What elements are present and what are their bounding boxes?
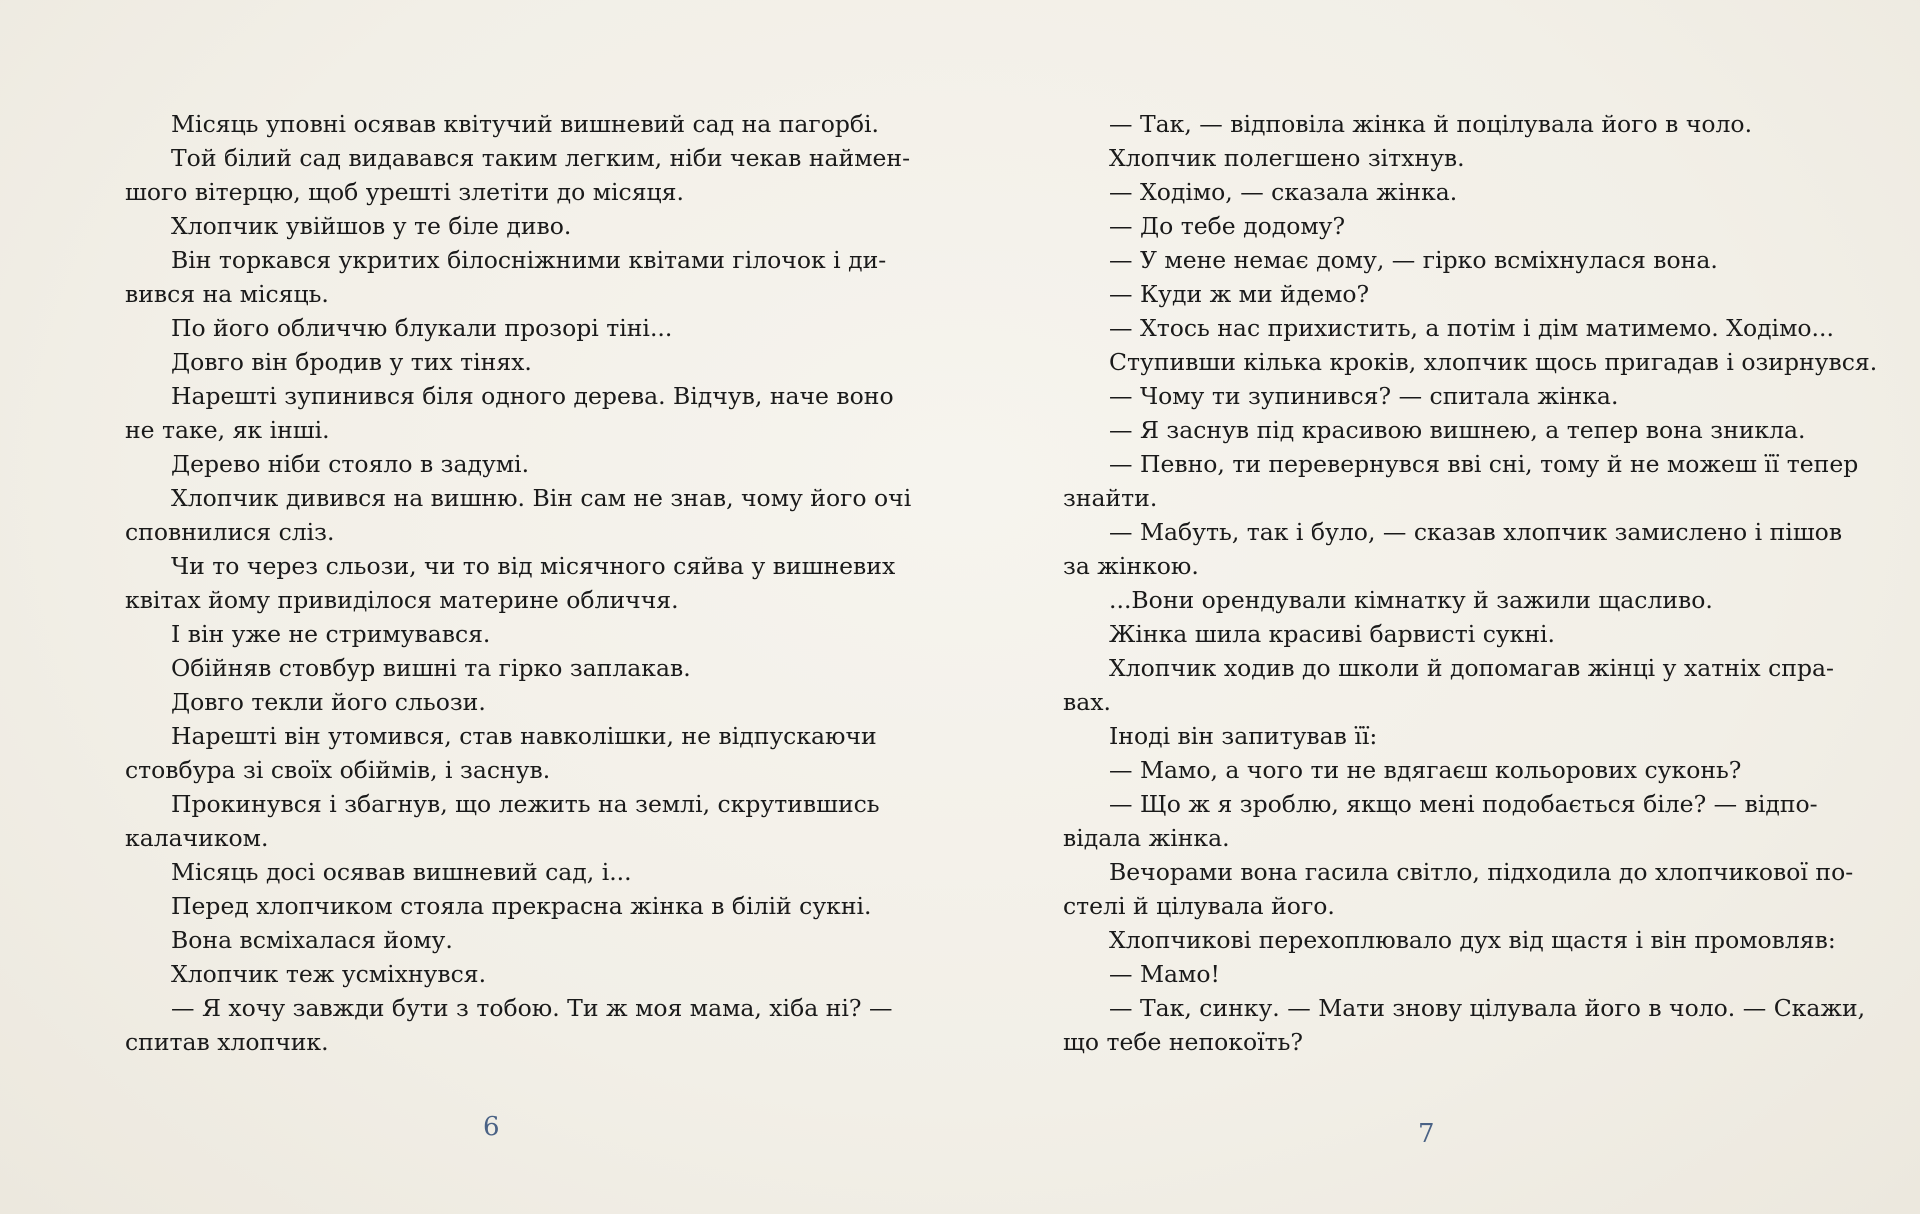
text-line: вах.: [1063, 688, 1111, 716]
text-line: Жінка шила красиві барвисті сукні.: [1109, 620, 1556, 648]
text-line: — Хтось нас прихистить, а потім і дім матимемо. Ходімо...: [1109, 314, 1834, 342]
text-line: Хлопчик дивився на вишню. Він сам не знав, чому його очі: [171, 484, 912, 512]
text-line: — Що ж я зроблю, якщо мені подобається біле? — відпо-: [1109, 790, 1818, 818]
text-line: ...Вони орендували кімнатку й зажили щасливо.: [1109, 586, 1713, 614]
text-line: — Певно, ти перевернувся вві сні, тому й не можеш її тепер: [1109, 450, 1859, 478]
text-line: не таке, як інші.: [125, 416, 330, 444]
text-line: Чи то через сльози, чи то від місячного сяйва у вишневих: [171, 552, 896, 580]
text-line: — Я хочу завжди бути з тобою. Ти ж моя мама, хіба ні? —: [171, 994, 893, 1022]
text-line: Ступивши кілька кроків, хлопчик щось пригадав і озирнувся.: [1109, 348, 1878, 376]
right-page-text: [1063, 107, 1878, 1059]
text-line: І він уже не стримувався.: [171, 620, 491, 648]
text-line: Хлопчик увійшов у те біле диво.: [171, 212, 572, 240]
text-line: квітах йому привиділося материне обличчя.: [125, 586, 679, 614]
text-line: Вечорами вона гасила світло, підходила до хлопчикової по-: [1109, 858, 1854, 886]
text-line: — До тебе додому?: [1109, 212, 1346, 240]
text-line: Той білий сад видавався таким легким, ніби чекав наймен-: [171, 144, 911, 172]
text-line: — Я заснув під красивою вишнею, а тепер вона зникла.: [1109, 416, 1806, 444]
page-number-right: 7: [1418, 1119, 1435, 1149]
text-line: стелі й цілувала його.: [1063, 892, 1335, 920]
text-line: — Так, синку. — Мати знову цілувала його в чоло. — Скажи,: [1109, 994, 1866, 1022]
text-line: Прокинувся і збагнув, що лежить на землі, скрутившись: [171, 790, 880, 818]
text-line: Місяць уповні осявав квітучий вишневий сад на пагорбі.: [171, 110, 880, 138]
text-line: Хлопчик теж усміхнувся.: [171, 960, 487, 988]
text-line: Перед хлопчиком стояла прекрасна жінка в білій сукні.: [171, 892, 872, 920]
text-line: знайти.: [1063, 484, 1158, 512]
text-line: Він торкався укритих білосніжними квітами гілочок і ди-: [171, 246, 887, 274]
text-line: Хлопчикові перехоплювало дух від щастя і він промовляв:: [1109, 926, 1836, 954]
text-line: — Так, — відповіла жінка й поцілувала його в чоло.: [1109, 110, 1753, 138]
text-line: Обійняв стовбур вишні та гірко заплакав.: [171, 654, 691, 682]
text-line: По його обличчю блукали прозорі тіні...: [171, 314, 673, 342]
text-line: вився на місяць.: [125, 280, 329, 308]
text-line: стовбура зі своїх обіймів, і заснув.: [125, 756, 551, 784]
text-line: — У мене немає дому, — гірко всміхнулася вона.: [1109, 246, 1718, 274]
text-line: — Чому ти зупинився? — спитала жінка.: [1109, 382, 1619, 410]
text-line: шого вітерцю, щоб урешті злетіти до місяця.: [125, 178, 684, 206]
text-line: калачиком.: [125, 824, 269, 852]
text-line: — Мабуть, так і було, — сказав хлопчик замислено і пішов: [1109, 518, 1843, 546]
text-line: — Ходімо, — сказала жінка.: [1109, 178, 1458, 206]
text-line: — Мамо!: [1109, 960, 1220, 988]
text-line: — Мамо, а чого ти не вдягаєш кольорових суконь?: [1109, 756, 1742, 784]
text-line: Місяць досі осявав вишневий сад, і...: [171, 858, 632, 886]
text-line: спитав хлопчик.: [125, 1028, 329, 1056]
text-line: за жінкою.: [1063, 552, 1199, 580]
text-line: Дерево ніби стояло в задумі.: [171, 450, 530, 478]
text-line: Хлопчик ходив до школи й допомагав жінці у хатніх спра-: [1109, 654, 1834, 682]
text-line: Нарешті він утомився, став навколішки, не відпускаючи: [171, 722, 877, 750]
page-number-left: 6: [483, 1112, 500, 1142]
text-line: — Куди ж ми йдемо?: [1109, 280, 1370, 308]
text-line: Іноді він запитував її:: [1109, 722, 1378, 750]
text-line: Нарешті зупинився біля одного дерева. Відчув, наче воно: [171, 382, 894, 410]
text-line: відала жінка.: [1063, 824, 1230, 852]
text-line: що тебе непокоїть?: [1063, 1028, 1304, 1056]
text-line: Хлопчик полегшено зітхнув.: [1109, 144, 1465, 172]
left-page-text: [125, 107, 912, 1059]
text-line: сповнилися сліз.: [125, 518, 335, 546]
text-line: Вона всміхалася йому.: [171, 926, 453, 954]
text-line: Довго текли його сльози.: [171, 688, 486, 716]
text-line: Довго він бродив у тих тінях.: [171, 348, 532, 376]
